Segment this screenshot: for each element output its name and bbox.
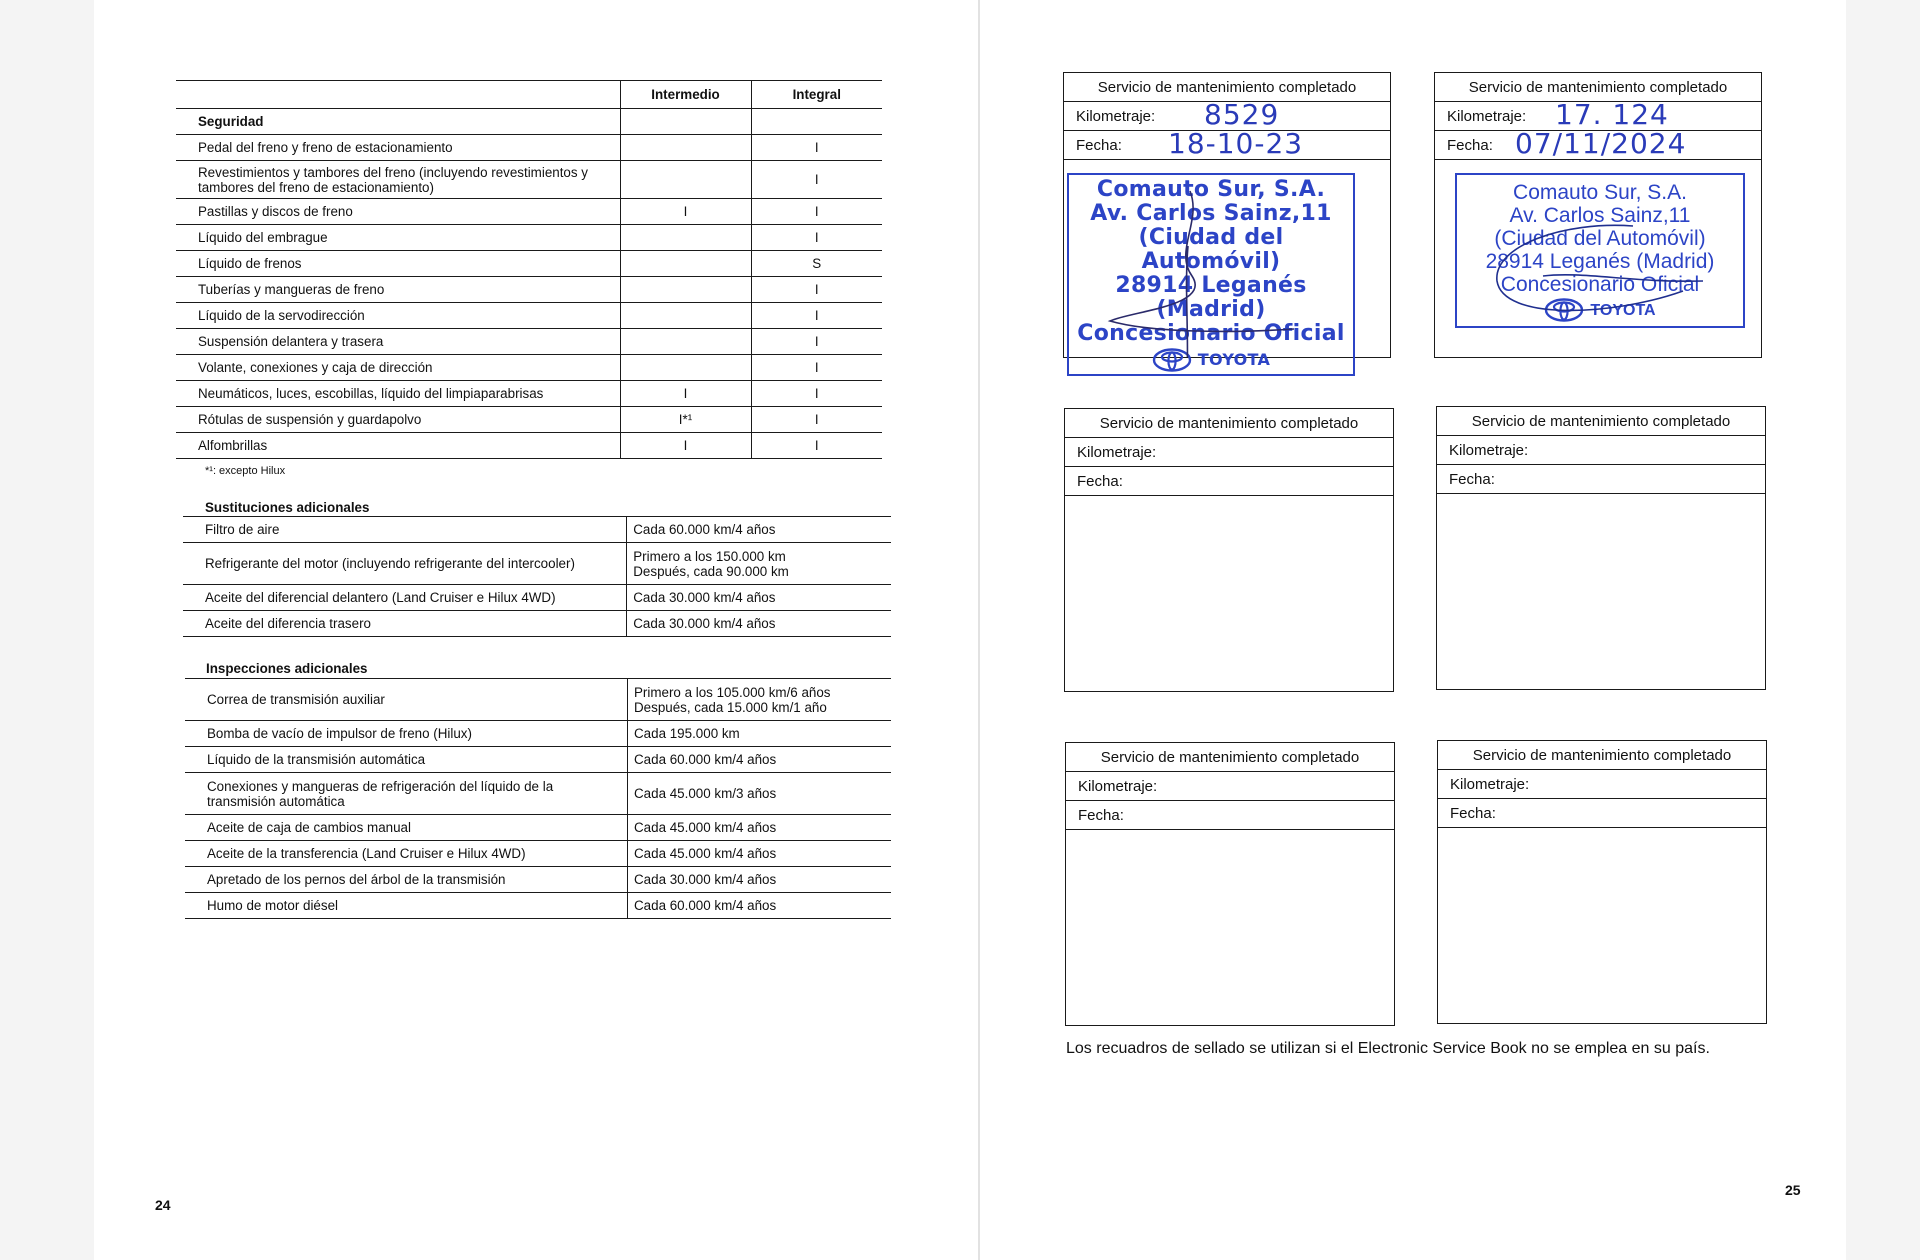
service-box-title: Servicio de mantenimiento completado <box>1437 407 1765 436</box>
interval-value: Cada 60.000 km/4 años <box>627 517 891 543</box>
stamp-logo-row <box>1071 348 1351 372</box>
integral-value: I <box>751 381 882 407</box>
sustituciones-table <box>183 516 891 637</box>
section-title-inspecciones: Inspecciones adicionales <box>206 661 368 676</box>
stamp-line: Concesionario Oficial <box>1500 273 1700 296</box>
stamp-caption: Los recuadros de sellado se utilizan si el Electronic Service Book no se emplea en su país. <box>1066 1040 1710 1057</box>
table-row <box>176 161 882 199</box>
km-row <box>1437 436 1765 465</box>
header-intermedio: Intermedio <box>620 81 751 109</box>
intermedio-value <box>620 251 751 277</box>
stamp-line: 28914 Leganés (Madrid) <box>1485 250 1715 273</box>
service-box-title: Servicio de mantenimiento completado <box>1066 743 1394 772</box>
item-name: Líquido del embrague <box>176 225 620 251</box>
date-row <box>1066 801 1394 830</box>
service-box <box>1437 740 1767 1024</box>
stamp-brand: TOYOTA <box>1197 350 1271 369</box>
service-box-title: Servicio de mantenimiento completado <box>1064 73 1390 102</box>
stamp-line: Concesionario Oficial <box>1077 321 1345 346</box>
footnote: *¹: excepto Hilux <box>205 465 286 477</box>
interval-value: Cada 60.000 km/4 años <box>628 893 892 919</box>
item-name: Aceite del diferencia trasero <box>183 611 627 637</box>
item-name: Humo de motor diésel <box>185 893 628 919</box>
item-name: Aceite del diferencial delantero (Land Cruiser e Hilux 4WD) <box>183 585 627 611</box>
item-name: Suspensión delantera y trasera <box>176 329 620 355</box>
intermedio-value: I <box>620 381 751 407</box>
date-label: Fecha: <box>1078 806 1124 824</box>
item-name: Revestimientos y tambores del freno (incluyendo revestimientos y tambores del freno de estacionamiento) <box>176 161 620 199</box>
section-title-sustituciones: Sustituciones adicionales <box>205 500 370 515</box>
intermedio-value <box>620 277 751 303</box>
stamp-logo-row <box>1459 298 1741 322</box>
stamp-line: 28914 Leganés (Madrid) <box>1115 273 1307 322</box>
km-label: Kilometraje: <box>1076 107 1156 125</box>
item-name: Filtro de aire <box>183 517 627 543</box>
stamp-line: (Ciudad del Automóvil) <box>1138 225 1284 274</box>
service-box-title: Servicio de mantenimiento completado <box>1435 73 1761 102</box>
stamp-brand: TOYOTA <box>1590 301 1656 319</box>
km-handwritten-value: 8529 <box>1204 98 1280 131</box>
integral-value: I <box>751 225 882 251</box>
intermedio-value <box>620 135 751 161</box>
integral-value: I <box>751 329 882 355</box>
interval-value: Cada 45.000 km/3 años <box>628 773 892 815</box>
date-label: Fecha: <box>1076 136 1122 154</box>
interval-value: Primero a los 105.000 km/6 años Después, cada 15.000 km/1 año <box>628 679 892 721</box>
interval-value: Primero a los 150.000 km Después, cada 90.000 km <box>627 543 891 585</box>
integral-value: S <box>751 251 882 277</box>
service-box <box>1434 72 1762 358</box>
date-row <box>1435 127 1761 160</box>
integral-value: I <box>751 407 882 433</box>
item-name: Neumáticos, luces, escobillas, líquido del limpiaparabrisas <box>176 381 620 407</box>
km-label: Kilometraje: <box>1450 775 1530 793</box>
table-row <box>185 721 891 747</box>
integral-value: I <box>751 161 882 199</box>
intermedio-value <box>620 303 751 329</box>
integral-value: I <box>751 277 882 303</box>
table-row <box>176 135 882 161</box>
stamp-line: Comauto Sur, S.A. <box>1096 177 1326 202</box>
km-label: Kilometraje: <box>1447 107 1527 125</box>
stamp-line: Av. Carlos Sainz,11 <box>1090 201 1332 226</box>
item-name: Correa de transmisión auxiliar <box>185 679 628 721</box>
intermedio-value: I <box>620 433 751 459</box>
date-label: Fecha: <box>1077 472 1123 490</box>
item-name: Aceite de la transferencia (Land Cruiser e Hilux 4WD) <box>185 841 628 867</box>
interval-value: Cada 30.000 km/4 años <box>627 611 891 637</box>
interval-value: Cada 195.000 km <box>628 721 892 747</box>
table-row <box>176 225 882 251</box>
stamp-line: Comauto Sur, S.A. <box>1513 181 1687 204</box>
table-row <box>176 433 882 459</box>
service-box-title: Servicio de mantenimiento completado <box>1438 741 1766 770</box>
page-number-left: 24 <box>155 1197 171 1213</box>
item-name: Líquido de la transmisión automática <box>185 747 628 773</box>
book-spine <box>978 0 980 1260</box>
table-row <box>176 199 882 225</box>
date-handwritten-value: 07/11/2024 <box>1515 127 1687 160</box>
interval-value: Cada 30.000 km/4 años <box>627 585 891 611</box>
item-name: Rótulas de suspensión y guardapolvo <box>176 407 620 433</box>
dealer-stamp <box>1455 173 1745 328</box>
table-row <box>176 407 882 433</box>
table-row <box>176 329 882 355</box>
date-label: Fecha: <box>1447 136 1493 154</box>
intermedio-value <box>620 355 751 381</box>
header-blank <box>176 81 620 109</box>
table-row <box>185 867 891 893</box>
intermedio-value <box>620 225 751 251</box>
section-title-seguridad: Seguridad <box>176 109 620 135</box>
km-label: Kilometraje: <box>1449 441 1529 459</box>
date-row <box>1438 799 1766 828</box>
table-row <box>185 815 891 841</box>
item-name: Conexiones y mangueras de refrigeración del líquido de la transmisión automática <box>185 773 628 815</box>
date-handwritten-value: 18-10-23 <box>1168 127 1304 160</box>
table-row <box>185 893 891 919</box>
table-row <box>183 543 891 585</box>
table-row <box>176 303 882 329</box>
service-box <box>1063 72 1391 369</box>
table-row <box>183 611 891 637</box>
header-integral: Integral <box>751 81 882 109</box>
interval-value: Cada 60.000 km/4 años <box>628 747 892 773</box>
km-row <box>1066 772 1394 801</box>
item-name: Pastillas y discos de freno <box>176 199 620 225</box>
intermedio-value <box>620 329 751 355</box>
item-name: Pedal del freno y freno de estacionamiento <box>176 135 620 161</box>
km-label: Kilometraje: <box>1078 777 1158 795</box>
date-label: Fecha: <box>1449 470 1495 488</box>
intermedio-value <box>620 161 751 199</box>
table-row <box>185 773 891 815</box>
table-row <box>185 841 891 867</box>
intermedio-value: I*¹ <box>620 407 751 433</box>
date-row <box>1064 127 1390 160</box>
integral-value: I <box>751 135 882 161</box>
km-row <box>1438 770 1766 799</box>
item-name: Bomba de vacío de impulsor de freno (Hilux) <box>185 721 628 747</box>
stamp-line: Av. Carlos Sainz,11 <box>1509 204 1691 227</box>
date-label: Fecha: <box>1450 804 1496 822</box>
item-name: Aceite de caja de cambios manual <box>185 815 628 841</box>
table-row <box>176 277 882 303</box>
service-box-title: Servicio de mantenimiento completado <box>1065 409 1393 438</box>
integral-value: I <box>751 199 882 225</box>
maintenance-table <box>176 80 882 459</box>
interval-value: Cada 45.000 km/4 años <box>628 841 892 867</box>
date-row <box>1437 465 1765 494</box>
km-label: Kilometraje: <box>1077 443 1157 461</box>
inspecciones-table <box>185 678 891 919</box>
toyota-logo-icon <box>1544 298 1584 322</box>
page-number-right: 25 <box>1785 1182 1801 1198</box>
item-name: Apretado de los pernos del árbol de la transmisión <box>185 867 628 893</box>
service-box <box>1064 408 1394 692</box>
integral-value: I <box>751 355 882 381</box>
table-row <box>185 679 891 721</box>
table-row <box>176 355 882 381</box>
interval-value: Cada 30.000 km/4 años <box>628 867 892 893</box>
item-name: Volante, conexiones y caja de dirección <box>176 355 620 381</box>
toyota-logo-icon <box>1152 348 1192 372</box>
item-name: Tuberías y mangueras de freno <box>176 277 620 303</box>
table-row <box>176 251 882 277</box>
intermedio-value: I <box>620 199 751 225</box>
integral-value: I <box>751 433 882 459</box>
table-row <box>185 747 891 773</box>
item-name: Líquido de la servodirección <box>176 303 620 329</box>
table-row <box>183 585 891 611</box>
service-box <box>1436 406 1766 690</box>
service-box <box>1065 742 1395 1026</box>
item-name: Líquido de frenos <box>176 251 620 277</box>
table-row <box>176 381 882 407</box>
date-row <box>1065 467 1393 496</box>
interval-value: Cada 45.000 km/4 años <box>628 815 892 841</box>
km-handwritten-value: 17. 124 <box>1555 98 1669 131</box>
km-row <box>1065 438 1393 467</box>
item-name: Refrigerante del motor (incluyendo refrigerante del intercooler) <box>183 543 627 585</box>
item-name: Alfombrillas <box>176 433 620 459</box>
table-row <box>183 517 891 543</box>
dealer-stamp <box>1067 173 1355 376</box>
integral-value: I <box>751 303 882 329</box>
stamp-line: (Ciudad del Automóvil) <box>1494 227 1706 250</box>
